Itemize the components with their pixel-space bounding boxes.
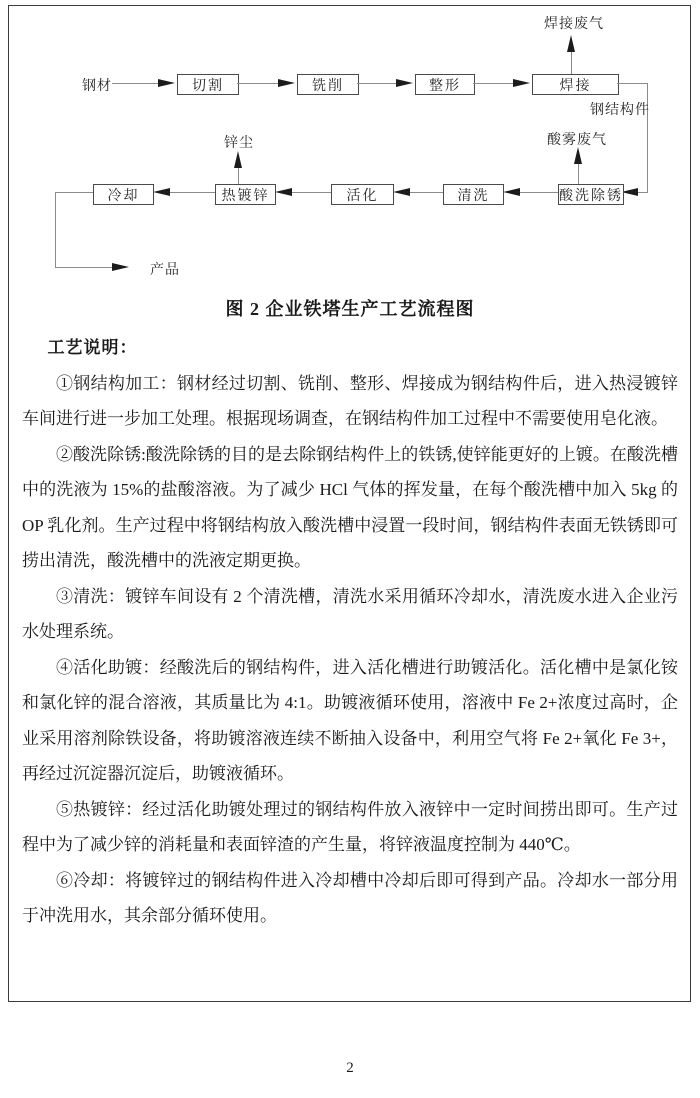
connector-line [357,83,396,84]
paragraph-activation: ④活化助镀：经酸洗后的钢结构件，进入活化槽进行助镀活化。活化槽中是氯化铵和氯化锌的混合溶液，其质量比为 4:1。助镀液循环使用，溶液中 Fe 2+浓度过高时，企业采用溶剂除铁设备，将助镀溶液连续不断抽入设备中，利用空气将 Fe 2+氧化 Fe 3+，再经过沉淀器沉淀后，助镀液循环。 [22,657,678,783]
arrowhead-left-icon [153,188,170,196]
paragraph-cooling: ⑥冷却：将镀锌过的钢结构件进入冷却槽中冷却后即可得到产品。冷却水一部分用于冲洗用水，其余部分循环使用。 [22,870,678,925]
arrowhead-right-icon [112,263,129,271]
connector-line [55,267,112,268]
arrowhead-up-icon [234,151,242,168]
arrowhead-left-icon [503,188,520,196]
connector-line [519,192,558,193]
connector-line [55,192,93,193]
flow-node-cool: 冷却 [93,184,154,205]
connector-line [473,83,513,84]
flow-node-shape: 整形 [415,74,475,95]
paragraph-rinsing: ③清洗：镀锌车间设有 2 个清洗槽，清洗水采用循环冷却水，清洗废水进入企业污水处理系统。 [22,586,678,641]
flow-node-weld: 焊接 [532,74,619,95]
flow-node-rinse: 清洗 [443,184,504,205]
product-label: 产品 [150,263,180,278]
zinc-dust-label: 锌尘 [224,136,254,151]
intermediate-product-label: 钢结构件 [590,103,650,118]
flow-node-mill: 铣削 [297,74,359,95]
arrowhead-right-icon [278,79,295,87]
connector-line [409,192,443,193]
figure-caption: 图 2 企业铁塔生产工艺流程图 [225,299,475,319]
arrowhead-left-icon [393,188,410,196]
process-description [22,330,678,934]
connector-line [578,164,579,184]
paragraph-galvanizing: ⑤热镀锌：经过活化助镀处理过的钢结构件放入液锌中一定时间捞出即可。生产过程中为了减少锌的消耗量和表面锌渣的产生量，将锌液温度控制为 440℃。 [22,799,678,854]
flow-node-pickle: 酸洗除锈 [558,184,624,205]
connector-line [237,83,278,84]
flow-node-activate: 活化 [331,184,394,205]
paragraph-pickling: ②酸洗除锈:酸洗除锈的目的是去除钢结构件上的铁锈,使锌能更好的上镀。在酸洗槽中的洗液为 15%的盐酸溶液。为了减少 HCl 气体的挥发量，在每个酸洗槽中加入 5kg 的 OP 乳化剂。生产过程中将钢结构放入酸洗槽中浸置一段时间，钢结构件表面无铁锈即可捞出清洗，酸洗槽中的洗液定期更换。 [22,444,678,570]
arrowhead-up-icon [574,147,582,164]
connector-line [112,83,159,84]
arrowhead-right-icon [513,79,530,87]
connector-line [571,52,572,74]
process-flow-diagram [0,0,700,282]
flow-source-label: 钢材 [82,79,112,94]
arrowhead-right-icon [396,79,413,87]
connector-line [238,168,239,184]
arrowhead-up-icon [567,35,575,52]
connector-line [291,192,331,193]
weld-gas-label: 焊接废气 [544,17,604,32]
connector-line [169,192,215,193]
flow-node-cut: 切割 [177,74,239,95]
arrowhead-right-icon [158,79,175,87]
section-heading: 工艺说明： [47,338,138,357]
connector-line [55,192,56,267]
arrowhead-left-icon [275,188,292,196]
connector-line [617,83,648,84]
flow-node-galvanize: 热镀锌 [215,184,276,205]
page-number: 2 [346,1060,354,1076]
paragraph-steel-processing: ①钢结构加工：钢材经过切割、铣削、整形、焊接成为钢结构件后，进入热浸镀锌车间进行进一步加工处理。根据现场调查，在钢结构件加工过程中不需要使用皂化液。 [22,373,678,428]
acid-mist-label: 酸雾废气 [547,133,607,148]
